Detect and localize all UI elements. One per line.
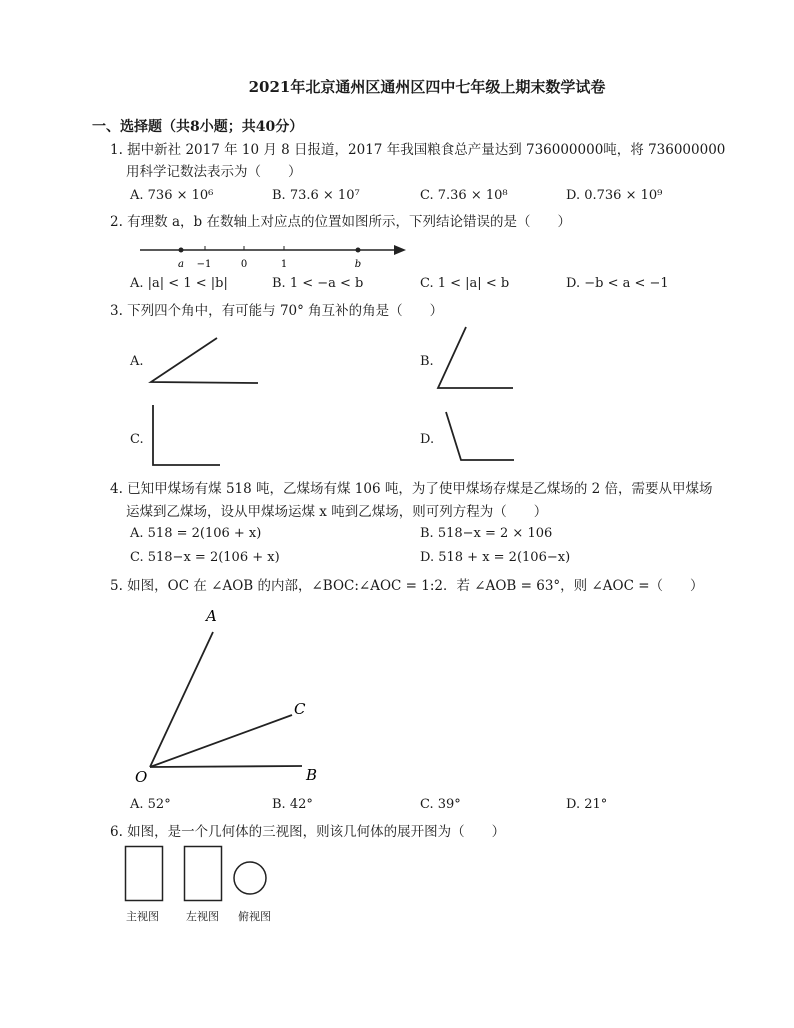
question-1-line-1: 1. 据中新社 2017 年 10 月 8 日报道，2017 年我国粮食总产量达到 736000000吨，将 736000000	[110, 142, 726, 158]
question-2-option-a: A. |a| < 1 < |b|	[130, 276, 228, 291]
question-4-option-b: B. 518−x = 2 × 106	[420, 526, 553, 541]
angle-c-lines	[153, 405, 220, 465]
angle-a-lines	[151, 338, 258, 383]
question-3-text: 3. 下列四个角中，有可能与 70° 角互补的角是（ ）	[110, 303, 444, 319]
top-view-circle	[234, 862, 266, 894]
point-label-a: A	[206, 607, 217, 625]
angle-figure-b	[432, 324, 522, 394]
side-view-rect	[185, 847, 222, 901]
point-a-dot	[179, 248, 184, 253]
question-2-option-d: D. −b < a < −1	[566, 276, 669, 291]
number-line-arrow	[394, 245, 406, 255]
caption-top-view: 俯视图	[238, 910, 271, 923]
axis-label-b: b	[354, 259, 362, 270]
axis-label-one: 1	[280, 259, 288, 270]
angle-figure-c	[146, 402, 226, 470]
question-3-label-a: A.	[130, 354, 144, 369]
point-label-b: B	[306, 766, 318, 784]
question-1-option-d: D. 0.736 × 10⁹	[566, 188, 663, 203]
section-heading: 一、选择题（共8小题；共40分）	[92, 119, 304, 135]
angle-aob-figure	[130, 602, 330, 787]
question-4-option-a: A. 518 = 2(106 + x)	[130, 526, 262, 541]
front-view-rect	[126, 847, 163, 901]
question-5-option-b: B. 42°	[272, 797, 313, 812]
question-4-line-2: 运煤到乙煤场，设从甲煤场运煤 x 吨到乙煤场，则可列方程为（ ）	[126, 504, 548, 520]
question-3-label-d: D.	[420, 432, 435, 447]
angle-b-lines	[438, 327, 513, 388]
ray-ob	[150, 766, 302, 767]
question-4-line-1: 4. 已知甲煤场有煤 518 吨，乙煤场有煤 106 吨，为了使甲煤场存煤是乙煤场的 2 倍，需要从甲煤场	[110, 481, 713, 497]
question-2-text: 2. 有理数 a，b 在数轴上对应点的位置如图所示，下列结论错误的是（ ）	[110, 214, 571, 230]
angle-d-lines	[446, 412, 514, 460]
question-1-option-a: A. 736 × 10⁶	[130, 188, 214, 203]
question-1-line-2: 用科学记数法表示为（ ）	[126, 164, 302, 180]
question-5-option-d: D. 21°	[566, 797, 608, 812]
angle-figure-d	[440, 408, 520, 466]
question-1-option-b: B. 73.6 × 10⁷	[272, 188, 360, 203]
question-2-option-b: B. 1 < −a < b	[272, 276, 364, 291]
question-5-option-a: A. 52°	[130, 797, 171, 812]
point-b-dot	[356, 248, 361, 253]
angle-figure-a	[145, 332, 265, 390]
axis-label-a: a	[178, 259, 184, 270]
question-5-option-c: C. 39°	[420, 797, 461, 812]
question-5-text: 5. 如图，OC 在 ∠AOB 的内部，∠BOC:∠AOC = 1:2．若 ∠AOB = 63°，则 ∠AOC =（ ）	[110, 578, 704, 594]
question-6-text: 6. 如图，是一个几何体的三视图，则该几何体的展开图为（ ）	[110, 824, 506, 840]
point-label-c: C	[294, 700, 306, 718]
question-3-label-b: B.	[420, 354, 434, 369]
question-2-option-c: C. 1 < |a| < b	[420, 276, 510, 291]
axis-label-zero: 0	[240, 259, 248, 270]
axis-label-minus-one: −1	[196, 259, 212, 270]
question-4-option-d: D. 518 + x = 2(106−x)	[420, 550, 571, 565]
question-4-option-c: C. 518−x = 2(106 + x)	[130, 550, 280, 565]
caption-side-view: 左视图	[186, 910, 219, 923]
question-1-option-c: C. 7.36 × 10⁸	[420, 188, 508, 203]
three-views-figure	[120, 843, 280, 905]
number-line-figure	[130, 238, 420, 272]
point-label-o: O	[135, 768, 148, 786]
page-title: 2021年北京通州区通州区四中七年级上期末数学试卷	[248, 78, 606, 96]
caption-front-view: 主视图	[126, 910, 159, 923]
question-3-label-c: C.	[130, 432, 144, 447]
